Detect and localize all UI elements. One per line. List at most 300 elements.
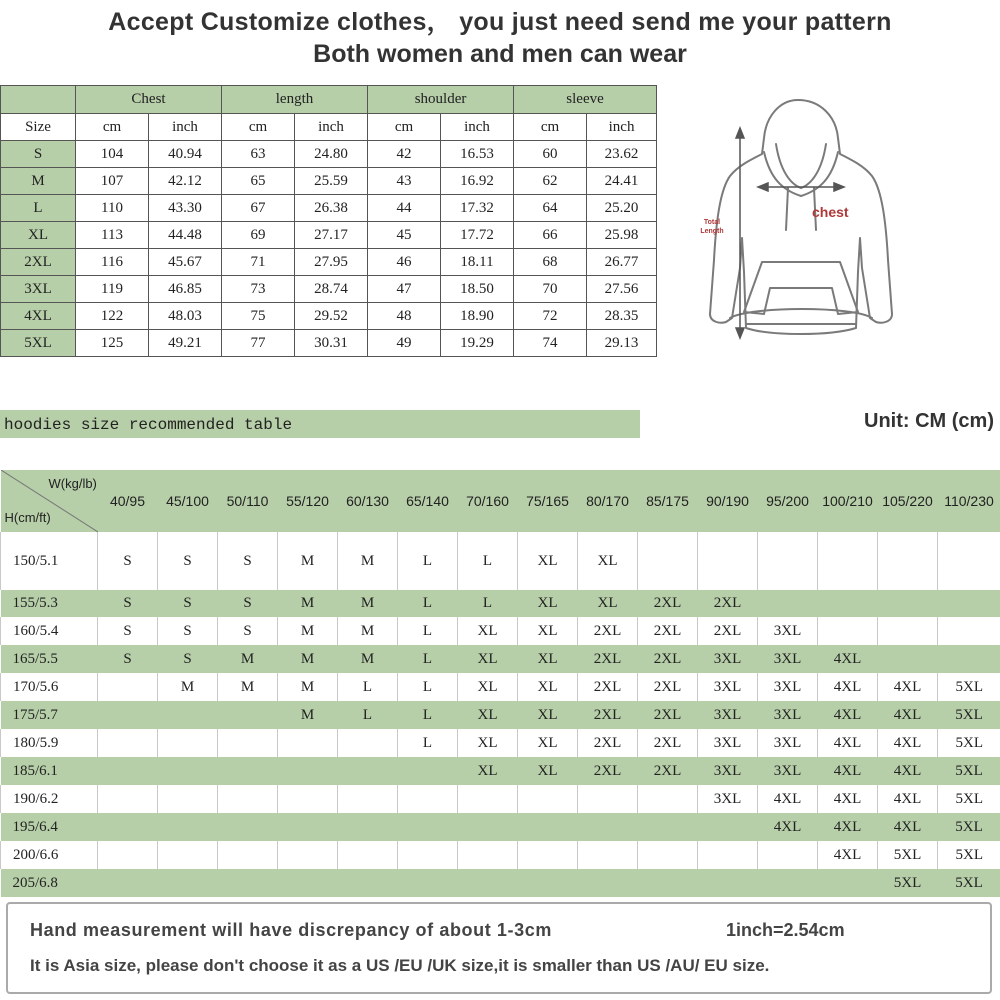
recommended-size-cell: 5XL: [938, 729, 1000, 757]
recommended-size-cell: M: [278, 532, 338, 590]
size-table-group-row: [1, 86, 657, 114]
recommended-size-cell: M: [338, 645, 398, 673]
weight-header-cell: 50/110: [218, 470, 278, 532]
recommended-size-cell: 4XL: [758, 785, 818, 813]
recommended-size-cell: 2XL: [578, 729, 638, 757]
size-row: [1, 303, 657, 330]
recommended-size-cell: M: [218, 673, 278, 701]
recommended-size-cell: M: [338, 532, 398, 590]
measurement-cell: 116: [76, 249, 149, 276]
recommended-size-cell: 2XL: [578, 757, 638, 785]
size-row: [1, 330, 657, 357]
recommended-size-cell: [98, 757, 158, 785]
height-label-cell: 185/6.1: [1, 757, 98, 785]
recommended-size-cell: 3XL: [758, 645, 818, 673]
recommended-size-cell: [758, 532, 818, 590]
height-label-cell: 180/5.9: [1, 729, 98, 757]
unit-header: cm: [76, 114, 149, 141]
recommended-size-cell: [458, 813, 518, 841]
recommended-size-cell: [98, 785, 158, 813]
recommended-size-cell: 2XL: [638, 617, 698, 645]
measurement-cell: 72: [514, 303, 587, 330]
measurement-cell: 62: [514, 168, 587, 195]
asia-size-note: It is Asia size, please don't choose it as a US /EU /UK size,it is smaller than US /AU/ EU size.: [30, 956, 770, 975]
group-header-shoulder: shoulder: [368, 86, 514, 114]
weight-header-cell: 80/170: [578, 470, 638, 532]
measurement-cell: 74: [514, 330, 587, 357]
recommended-size-cell: [278, 841, 338, 869]
recommended-size-cell: 2XL: [698, 590, 758, 617]
measurement-cell: 65: [222, 168, 295, 195]
recommended-size-cell: 3XL: [698, 673, 758, 701]
measurement-cell: 46.85: [149, 276, 222, 303]
unit-header: inch: [149, 114, 222, 141]
recommended-size-cell: [518, 869, 578, 897]
recommended-size-cell: M: [218, 645, 278, 673]
recommended-size-cell: M: [158, 673, 218, 701]
height-row: [1, 590, 1000, 617]
header-line-2: Both women and men can wear: [313, 40, 687, 68]
size-row: [1, 222, 657, 249]
recommended-size-cell: XL: [458, 645, 518, 673]
size-table-unit-row: [1, 114, 657, 141]
measurement-cell: 24.41: [587, 168, 657, 195]
measurement-cell: 68: [514, 249, 587, 276]
measurement-cell: 75: [222, 303, 295, 330]
recommended-size-cell: [158, 869, 218, 897]
measurement-cell: 64: [514, 195, 587, 222]
recommended-size-cell: [758, 841, 818, 869]
height-label-cell: 205/6.8: [1, 869, 98, 897]
recommended-size-cell: L: [458, 590, 518, 617]
height-label-cell: 160/5.4: [1, 617, 98, 645]
weight-header-cell: 85/175: [638, 470, 698, 532]
measurement-cell: 44: [368, 195, 441, 222]
recommended-size-cell: 3XL: [698, 645, 758, 673]
recommended-table: [0, 470, 1000, 897]
recommended-size-cell: 4XL: [818, 841, 878, 869]
recommended-size-cell: 3XL: [698, 729, 758, 757]
recommended-size-cell: S: [158, 532, 218, 590]
recommended-size-cell: [338, 869, 398, 897]
weight-header-cell: 40/95: [98, 470, 158, 532]
recommended-size-cell: XL: [578, 532, 638, 590]
recommended-size-cell: [578, 813, 638, 841]
recommended-size-cell: 3XL: [758, 701, 818, 729]
unit-label: Unit: CM (cm): [864, 410, 994, 432]
measurement-cell: 44.48: [149, 222, 222, 249]
recommended-size-cell: 5XL: [938, 841, 1000, 869]
size-label-cell: M: [1, 168, 76, 195]
height-label-cell: 170/5.6: [1, 673, 98, 701]
recommended-size-cell: [638, 813, 698, 841]
recommended-size-cell: [878, 645, 938, 673]
measurement-cell: 70: [514, 276, 587, 303]
recommended-size-cell: [938, 532, 1000, 590]
recommended-size-cell: [398, 785, 458, 813]
measurement-cell: 29.52: [295, 303, 368, 330]
recommended-size-cell: [338, 729, 398, 757]
height-label-cell: 195/6.4: [1, 813, 98, 841]
recommended-size-cell: [458, 841, 518, 869]
size-row: [1, 249, 657, 276]
recommended-size-cell: [638, 785, 698, 813]
recommended-size-cell: [938, 645, 1000, 673]
recommended-size-cell: L: [338, 673, 398, 701]
recommended-size-cell: 2XL: [638, 645, 698, 673]
measurement-cell: 110: [76, 195, 149, 222]
recommended-size-cell: [218, 813, 278, 841]
recommended-size-cell: 5XL: [938, 785, 1000, 813]
recommended-size-cell: 3XL: [758, 729, 818, 757]
recommended-size-cell: 3XL: [758, 673, 818, 701]
weight-header-cell: 110/230: [938, 470, 1000, 532]
size-table-corner: [1, 86, 76, 114]
recommended-size-cell: [698, 841, 758, 869]
recommended-size-cell: [578, 785, 638, 813]
measurement-cell: 46: [368, 249, 441, 276]
recommended-size-cell: M: [338, 617, 398, 645]
unit-header: cm: [222, 114, 295, 141]
size-row: [1, 276, 657, 303]
recommended-size-cell: [278, 785, 338, 813]
measurement-cell: 67: [222, 195, 295, 222]
height-label-cell: 175/5.7: [1, 701, 98, 729]
recommended-size-cell: 4XL: [818, 673, 878, 701]
size-label-cell: 3XL: [1, 276, 76, 303]
measurement-cell: 107: [76, 168, 149, 195]
recommended-size-cell: 3XL: [758, 617, 818, 645]
measurement-cell: 47: [368, 276, 441, 303]
weight-axis-label: W(kg/lb): [48, 476, 97, 491]
weight-header-cell: 105/220: [878, 470, 938, 532]
recommended-size-cell: 5XL: [938, 701, 1000, 729]
group-header-length: length: [222, 86, 368, 114]
height-row: [1, 729, 1000, 757]
recommended-size-cell: [98, 869, 158, 897]
size-label-cell: XL: [1, 222, 76, 249]
recommended-size-cell: XL: [518, 645, 578, 673]
recommended-size-cell: 2XL: [638, 673, 698, 701]
size-label-cell: 5XL: [1, 330, 76, 357]
recommended-size-cell: 2XL: [638, 757, 698, 785]
recommended-size-cell: [338, 813, 398, 841]
figure-total-length-label: Total Length: [700, 219, 724, 235]
recommended-size-cell: 5XL: [938, 673, 1000, 701]
recommended-size-cell: [218, 785, 278, 813]
measurement-cell: 25.59: [295, 168, 368, 195]
recommended-size-cell: S: [218, 590, 278, 617]
height-row: [1, 645, 1000, 673]
recommended-size-cell: [218, 729, 278, 757]
recommended-size-cell: [578, 869, 638, 897]
recommended-size-cell: 4XL: [818, 645, 878, 673]
recommended-size-cell: [158, 813, 218, 841]
recommended-size-cell: M: [278, 701, 338, 729]
unit-header: cm: [368, 114, 441, 141]
recommended-size-cell: [758, 590, 818, 617]
recommended-size-cell: [698, 532, 758, 590]
height-label-cell: 200/6.6: [1, 841, 98, 869]
group-header-chest: Chest: [76, 86, 222, 114]
height-label-cell: 150/5.1: [1, 532, 98, 590]
recommended-size-cell: 4XL: [818, 701, 878, 729]
recommended-size-cell: S: [98, 532, 158, 590]
recommended-size-cell: 5XL: [878, 841, 938, 869]
recommended-size-cell: 2XL: [698, 617, 758, 645]
table-corner: [1, 470, 98, 532]
measurement-cell: 104: [76, 141, 149, 168]
recommended-size-cell: S: [158, 590, 218, 617]
measurement-cell: 24.80: [295, 141, 368, 168]
measurement-cell: 42.12: [149, 168, 222, 195]
recommended-size-cell: [638, 532, 698, 590]
recommended-size-cell: L: [398, 617, 458, 645]
weight-header-cell: 55/120: [278, 470, 338, 532]
measurement-cell: 23.62: [587, 141, 657, 168]
measurement-cell: 122: [76, 303, 149, 330]
recommended-size-cell: XL: [518, 590, 578, 617]
recommended-size-cell: 3XL: [698, 701, 758, 729]
recommended-size-cell: [638, 841, 698, 869]
weight-header-cell: 65/140: [398, 470, 458, 532]
recommended-size-cell: [158, 757, 218, 785]
recommended-size-cell: [218, 757, 278, 785]
recommended-size-cell: M: [278, 645, 338, 673]
recommended-size-cell: [938, 590, 1000, 617]
recommended-size-cell: [458, 869, 518, 897]
discrepancy-note: Hand measurement will have discrepancy of about 1-3cm: [30, 920, 552, 940]
recommended-size-cell: XL: [518, 673, 578, 701]
weight-header-cell: 90/190: [698, 470, 758, 532]
height-row: [1, 785, 1000, 813]
measurement-cell: 48.03: [149, 303, 222, 330]
recommended-size-cell: [878, 532, 938, 590]
height-row: [1, 617, 1000, 645]
size-label-cell: L: [1, 195, 76, 222]
height-label-cell: 190/6.2: [1, 785, 98, 813]
recommended-size-cell: 4XL: [878, 785, 938, 813]
recommended-size-cell: [98, 813, 158, 841]
recommended-size-cell: XL: [518, 701, 578, 729]
recommended-size-cell: [338, 841, 398, 869]
recommended-size-cell: [218, 841, 278, 869]
recommended-size-cell: XL: [458, 757, 518, 785]
measurement-cell: 43: [368, 168, 441, 195]
height-label-cell: 165/5.5: [1, 645, 98, 673]
recommended-size-cell: 2XL: [578, 645, 638, 673]
measurement-cell: 17.32: [441, 195, 514, 222]
measurement-cell: 16.92: [441, 168, 514, 195]
recommended-size-cell: [338, 785, 398, 813]
measurement-cell: 113: [76, 222, 149, 249]
recommended-size-cell: S: [98, 645, 158, 673]
recommended-size-cell: M: [278, 617, 338, 645]
measurement-cell: 27.56: [587, 276, 657, 303]
weight-header-cell: 70/160: [458, 470, 518, 532]
recommended-size-cell: 2XL: [638, 701, 698, 729]
inch-conversion-note: 1inch=2.54cm: [726, 920, 845, 940]
recommended-size-cell: [278, 757, 338, 785]
height-row: [1, 869, 1000, 897]
recommended-size-cell: [338, 757, 398, 785]
recommended-size-cell: 3XL: [698, 785, 758, 813]
figure-chest-label: chest: [812, 204, 849, 220]
recommended-size-cell: [278, 813, 338, 841]
recommended-size-cell: [218, 869, 278, 897]
weight-header-cell: 45/100: [158, 470, 218, 532]
measurement-cell: 49: [368, 330, 441, 357]
recommended-size-cell: S: [158, 617, 218, 645]
measurement-cell: 49.21: [149, 330, 222, 357]
recommended-size-cell: [98, 729, 158, 757]
recommended-size-cell: 4XL: [878, 701, 938, 729]
size-row: [1, 168, 657, 195]
recommended-size-cell: XL: [458, 673, 518, 701]
recommended-size-cell: [518, 785, 578, 813]
size-row: [1, 141, 657, 168]
weight-header-row: [1, 470, 1000, 532]
recommended-size-cell: 2XL: [578, 701, 638, 729]
recommended-size-cell: [518, 813, 578, 841]
recommended-size-cell: S: [98, 590, 158, 617]
recommended-size-cell: [398, 757, 458, 785]
recommended-size-cell: [158, 785, 218, 813]
recommended-size-cell: 2XL: [638, 729, 698, 757]
size-column-header: Size: [1, 114, 76, 141]
recommended-size-cell: [818, 869, 878, 897]
measurement-cell: 19.29: [441, 330, 514, 357]
recommended-size-cell: [398, 869, 458, 897]
measurement-cell: 17.72: [441, 222, 514, 249]
measurement-cell: 40.94: [149, 141, 222, 168]
recommended-size-cell: 4XL: [878, 729, 938, 757]
recommended-size-cell: [398, 841, 458, 869]
recommended-size-cell: L: [398, 590, 458, 617]
recommended-size-cell: M: [278, 590, 338, 617]
measurement-cell: 25.98: [587, 222, 657, 249]
measurement-cell: 16.53: [441, 141, 514, 168]
recommended-size-cell: 2XL: [578, 617, 638, 645]
recommended-size-cell: XL: [458, 729, 518, 757]
recommended-size-cell: [638, 869, 698, 897]
measurement-cell: 119: [76, 276, 149, 303]
recommended-title: hoodies size recommended table: [4, 416, 293, 434]
recommended-size-cell: 2XL: [578, 673, 638, 701]
height-row: [1, 757, 1000, 785]
measurement-cell: 30.31: [295, 330, 368, 357]
measurement-cell: 71: [222, 249, 295, 276]
weight-header-cell: 95/200: [758, 470, 818, 532]
recommended-size-cell: XL: [518, 729, 578, 757]
unit-header: inch: [587, 114, 657, 141]
recommended-size-cell: 5XL: [938, 869, 1000, 897]
recommended-size-cell: XL: [518, 757, 578, 785]
measurement-cell: 45: [368, 222, 441, 249]
recommended-size-cell: XL: [458, 617, 518, 645]
unit-header: inch: [441, 114, 514, 141]
note-box: [6, 902, 992, 994]
height-axis-label: H(cm/ft): [4, 510, 51, 525]
recommended-size-cell: 3XL: [698, 757, 758, 785]
recommended-size-cell: S: [218, 532, 278, 590]
recommended-size-cell: M: [278, 673, 338, 701]
recommended-size-cell: L: [398, 532, 458, 590]
recommended-size-cell: [878, 590, 938, 617]
measurement-cell: 125: [76, 330, 149, 357]
size-label-cell: S: [1, 141, 76, 168]
recommended-size-cell: [698, 813, 758, 841]
recommended-size-cell: [518, 841, 578, 869]
weight-header-cell: 100/210: [818, 470, 878, 532]
recommended-size-cell: XL: [458, 701, 518, 729]
measurement-cell: 43.30: [149, 195, 222, 222]
measurement-cell: 27.17: [295, 222, 368, 249]
height-row: [1, 841, 1000, 869]
height-row: [1, 701, 1000, 729]
height-row: [1, 673, 1000, 701]
recommended-size-cell: [278, 729, 338, 757]
recommended-size-cell: [458, 785, 518, 813]
recommended-size-cell: 4XL: [818, 785, 878, 813]
measurement-cell: 25.20: [587, 195, 657, 222]
recommended-size-cell: 4XL: [818, 757, 878, 785]
recommended-size-cell: [278, 869, 338, 897]
measurement-cell: 60: [514, 141, 587, 168]
recommended-size-cell: [98, 673, 158, 701]
measurement-cell: 69: [222, 222, 295, 249]
recommended-size-cell: [158, 841, 218, 869]
measurement-cell: 48: [368, 303, 441, 330]
recommended-size-cell: [158, 701, 218, 729]
measurement-cell: 42: [368, 141, 441, 168]
recommended-size-cell: [758, 869, 818, 897]
recommended-title-bar: [0, 410, 640, 438]
size-table: [0, 85, 657, 357]
recommended-size-cell: 4XL: [758, 813, 818, 841]
recommended-size-cell: [818, 532, 878, 590]
measurement-cell: 66: [514, 222, 587, 249]
measurement-cell: 18.90: [441, 303, 514, 330]
unit-header: cm: [514, 114, 587, 141]
recommended-size-cell: L: [398, 729, 458, 757]
recommended-size-cell: 4XL: [878, 813, 938, 841]
recommended-size-cell: 4XL: [878, 673, 938, 701]
recommended-size-cell: 3XL: [758, 757, 818, 785]
recommended-size-cell: 4XL: [818, 813, 878, 841]
recommended-size-cell: S: [218, 617, 278, 645]
recommended-size-cell: S: [98, 617, 158, 645]
measurement-cell: 77: [222, 330, 295, 357]
measurement-cell: 26.77: [587, 249, 657, 276]
recommended-size-cell: L: [398, 673, 458, 701]
measurement-cell: 26.38: [295, 195, 368, 222]
recommended-size-cell: L: [458, 532, 518, 590]
recommended-size-cell: [398, 813, 458, 841]
recommended-size-cell: 2XL: [638, 590, 698, 617]
measurement-cell: 63: [222, 141, 295, 168]
measurement-cell: 28.74: [295, 276, 368, 303]
measurement-cell: 45.67: [149, 249, 222, 276]
recommended-size-cell: [818, 590, 878, 617]
header-line-1: Accept Customize clothes， you just need send me your pattern: [108, 8, 892, 36]
recommended-size-cell: M: [338, 590, 398, 617]
measurement-cell: 18.11: [441, 249, 514, 276]
measurement-cell: 29.13: [587, 330, 657, 357]
recommended-size-cell: [218, 701, 278, 729]
measurement-cell: 18.50: [441, 276, 514, 303]
recommended-size-cell: 5XL: [938, 813, 1000, 841]
